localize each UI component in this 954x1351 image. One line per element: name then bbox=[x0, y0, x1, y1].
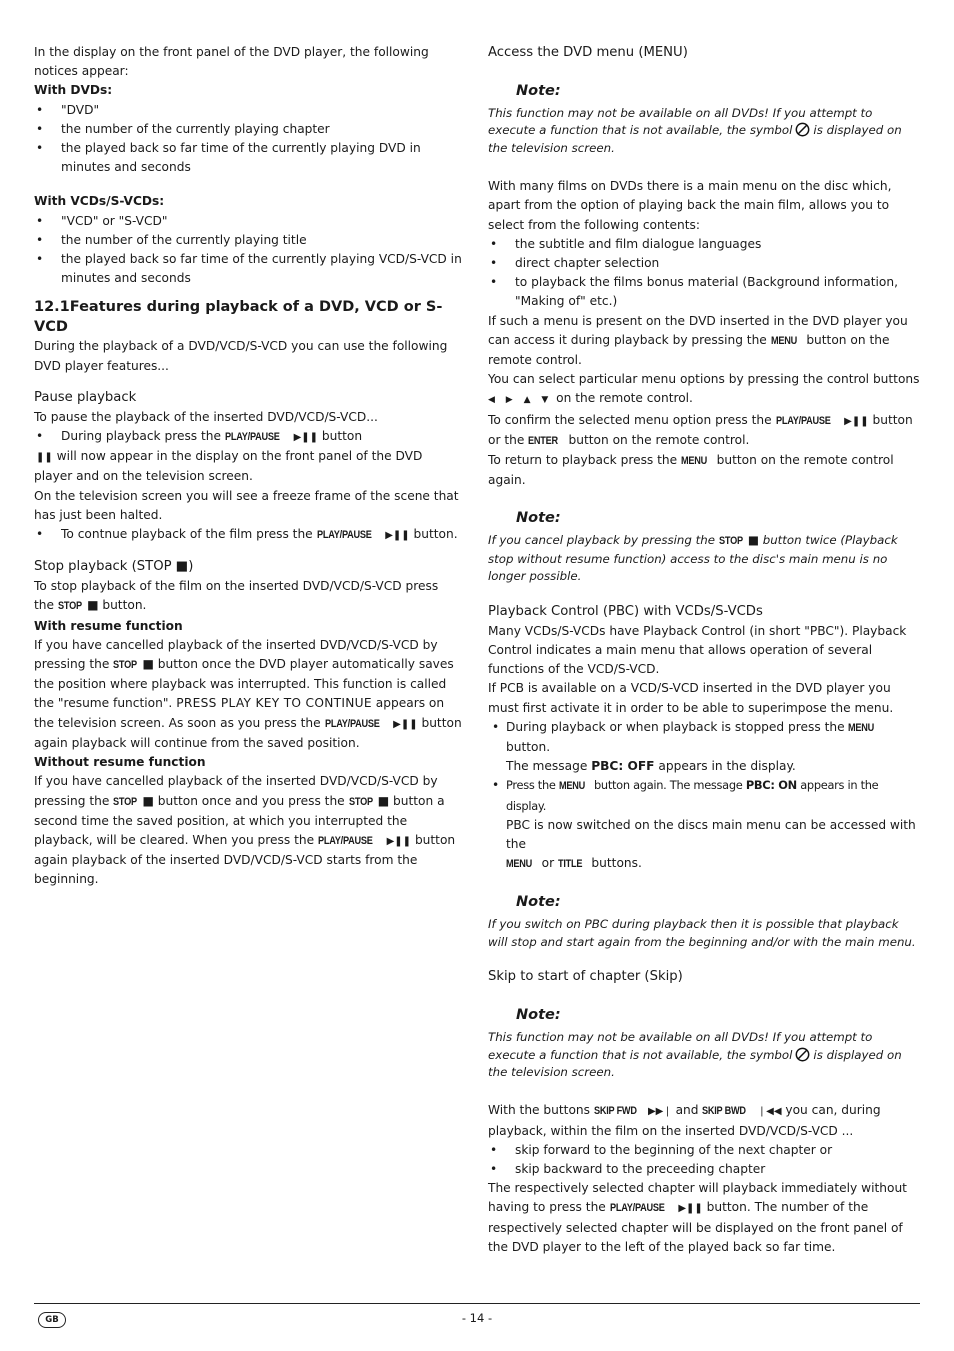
intro-text: In the display on the front panel of the DVD player, the following notices appear: bbox=[34, 45, 429, 79]
dvds-list bbox=[34, 101, 462, 178]
arrow-keys-icon: ◀ ▶ ▲ ▼ bbox=[488, 395, 553, 406]
section-intro: During the playback of a DVD/VCD/S-VCD you can use the following DVD player features... bbox=[34, 339, 448, 373]
list-item: • During playback press the PLAY/PAUSE ▶❚❚ button bbox=[34, 427, 462, 447]
play-pause-icon: ▶❚❚ bbox=[385, 530, 410, 542]
dvds-heading: With DVDs: bbox=[34, 83, 113, 98]
skip-text: With the buttons SKIP FWD ▶▶❘ and SKIP BWD ❘◀◀ you can, during playback, within the film on the inserted DVD/VCD/S-VCD ... bbox=[488, 1103, 881, 1138]
pbc-text: If PCB is available on a VCD/S-VCD inserted in the DVD player you must first activate it in order to be able to superimpose the menu. bbox=[488, 681, 894, 715]
stop-icon: ■ bbox=[142, 657, 154, 672]
stop-title: Stop playback (STOP ■) bbox=[34, 559, 194, 575]
skip-text: The respectively selected chapter will playback immediately without having to press the PLAY/PAUSE ▶❚❚ button. The number of the respectively selected chapter will be displayed on the front panel of the DVD player to the left of the played back so far time. bbox=[488, 1181, 907, 1254]
note-label: Note: bbox=[516, 894, 561, 911]
note-text: If you cancel playback by pressing the STOP ■ button twice (Playback stop without resume function) access to the disc's main menu is no longer possible. bbox=[488, 533, 898, 584]
list-item: • to playback the films bonus material (Background information, "Making of" etc.) bbox=[488, 273, 920, 311]
play-pause-icon: ▶❚❚ bbox=[386, 835, 412, 847]
menu-text: To return to playback press the MENU button on the remote control again. bbox=[488, 453, 894, 488]
stop-text: To stop playback of the film on the inserted DVD/VCD/S-VCD press the STOP ■ button. bbox=[34, 579, 439, 613]
stop-icon: ■ bbox=[142, 793, 154, 808]
no-entry-icon bbox=[795, 122, 810, 137]
list-item: • "DVD" bbox=[34, 101, 462, 120]
skip-title: Skip to start of chapter (Skip) bbox=[488, 969, 683, 985]
list-item: • Press the MENU button again. The message PBC: ON appears in the display. PBC is now switched on the discs main menu can be accessed with the MENU or TITLE buttons. bbox=[488, 776, 920, 874]
stop-icon: ■ bbox=[86, 598, 99, 613]
section-title: 12.1Features during playback of a DVD, VCD or S-VCD bbox=[34, 299, 443, 336]
noresume-text: If you have cancelled playback of the inserted DVD/VCD/S-VCD by pressing the STOP ■ button once and you press the STOP ■ button a second time the saved position, at which you interrupted the playback, will be cleared. When you press the PLAY/PAUSE ▶❚❚ button again playback of the inserted DVD/VCD/S-VCD starts from the beginning. bbox=[34, 774, 456, 887]
pbc-title: Playback Control (PBC) with VCDs/S-VCDs bbox=[488, 603, 763, 619]
vcds-list bbox=[34, 212, 462, 289]
vcds-heading: With VCDs/S-VCDs: bbox=[34, 194, 165, 209]
right-column bbox=[488, 43, 920, 1257]
skip-backward-icon: ❘◀◀ bbox=[757, 1106, 782, 1118]
note-label: Note: bbox=[516, 83, 561, 99]
menu-text: With many films on DVDs there is a main menu on the disc which, apart from the option of playing back the main film, allows you to select from the following contents: bbox=[488, 179, 892, 232]
list-item: • the played back so far time of the currently playing VCD/S-VCD in minutes and seconds bbox=[34, 250, 462, 288]
note-label: Note: bbox=[516, 1007, 561, 1024]
list-item: • direct chapter selection bbox=[488, 254, 920, 273]
play-pause-icon: ▶❚❚ bbox=[393, 718, 418, 730]
note-text: This function may not be available on all DVDs! If you attempt to execute a function that is not available, the symbol is displayed on the television screen. bbox=[488, 1030, 902, 1079]
language-badge: GB bbox=[38, 1312, 66, 1328]
resume-heading: With resume function bbox=[34, 618, 183, 633]
pause-title: Pause playback bbox=[34, 389, 137, 405]
noresume-heading: Without resume function bbox=[34, 755, 206, 770]
list-item: • the subtitle and film dialogue languages bbox=[488, 235, 920, 254]
pause-text: ❚❚ will now appear in the display on the front panel of the DVD player and on the television screen. bbox=[34, 449, 423, 484]
list-item: • the number of the currently playing chapter bbox=[34, 120, 462, 139]
note-text: If you switch on PBC during playback then it is possible that playback will stop and start again from the beginning and/or with the main menu. bbox=[488, 917, 916, 949]
note-text: This function may not be available on all DVDs! If you attempt to execute a function that is not available, the symbol is displayed on the television screen. bbox=[488, 106, 902, 155]
menu-text: To confirm the selected menu option press the PLAY/PAUSE ▶❚❚ button or the ENTER button on the remote control. bbox=[488, 412, 913, 447]
resume-text: If you have cancelled playback of the inserted DVD/VCD/S-VCD by pressing the STOP ■ button once the DVD player automatically saves the position where playback was interrupted. This function is called the "resume function". PRESS PLAY KEY TO CONTINUE appears on the television screen. As soon as you press the PLAY/PAUSE ▶❚❚ button again playback will continue from the saved position. bbox=[34, 637, 462, 750]
stop-icon: ■ bbox=[747, 533, 759, 548]
footer-divider bbox=[34, 1303, 920, 1304]
list-item: • skip forward to the beginning of the next chapter or bbox=[488, 1141, 920, 1160]
play-pause-icon: ▶❚❚ bbox=[678, 1203, 703, 1215]
menu-text: If such a menu is present on the DVD inserted in the DVD player you can access it during playback by pressing the MENU button on the remote control. bbox=[488, 313, 908, 368]
pause-icon: ❚❚ bbox=[36, 452, 53, 464]
list-item: • skip backward to the preceeding chapter bbox=[488, 1160, 920, 1179]
play-pause-icon: ▶❚❚ bbox=[293, 432, 319, 444]
stop-icon: ■ bbox=[377, 793, 390, 808]
pbc-text: Many VCDs/S-VCDs have Playback Control (in short "PBC"). Playback Control indicates a main menu that allows operation of several functions of the VCD/S-VCD. bbox=[488, 623, 907, 677]
list-item: • the number of the currently playing title bbox=[34, 231, 462, 250]
menu-text: You can select particular menu options by pressing the control buttons ◀ ▶ ▲ ▼ on the remote control. bbox=[488, 372, 920, 406]
no-entry-icon bbox=[795, 1047, 810, 1062]
play-pause-icon: ▶❚❚ bbox=[844, 415, 869, 427]
list-item: • To contnue playback of the film press the PLAY/PAUSE ▶❚❚ button. bbox=[34, 525, 462, 545]
skip-forward-icon: ▶▶❘ bbox=[647, 1106, 672, 1118]
pause-text: To pause the playback of the inserted DVD/VCD/S-VCD... bbox=[34, 409, 378, 424]
page-number: - 14 - bbox=[461, 1311, 493, 1325]
list-item: • During playback or when playback is stopped press the MENU button. The message PBC: OFF appears in the display. bbox=[488, 718, 920, 777]
pause-text: On the television screen you will see a freeze frame of the scene that has just been halted. bbox=[34, 488, 459, 522]
list-item: • "VCD" or "S-VCD" bbox=[34, 212, 462, 231]
list-item: • the played back so far time of the currently playing DVD in minutes and seconds bbox=[34, 139, 462, 177]
menu-title: Access the DVD menu (MENU) bbox=[488, 45, 688, 60]
stop-icon: ■ bbox=[171, 559, 189, 575]
left-column bbox=[34, 43, 462, 890]
note-label: Note: bbox=[516, 510, 561, 527]
